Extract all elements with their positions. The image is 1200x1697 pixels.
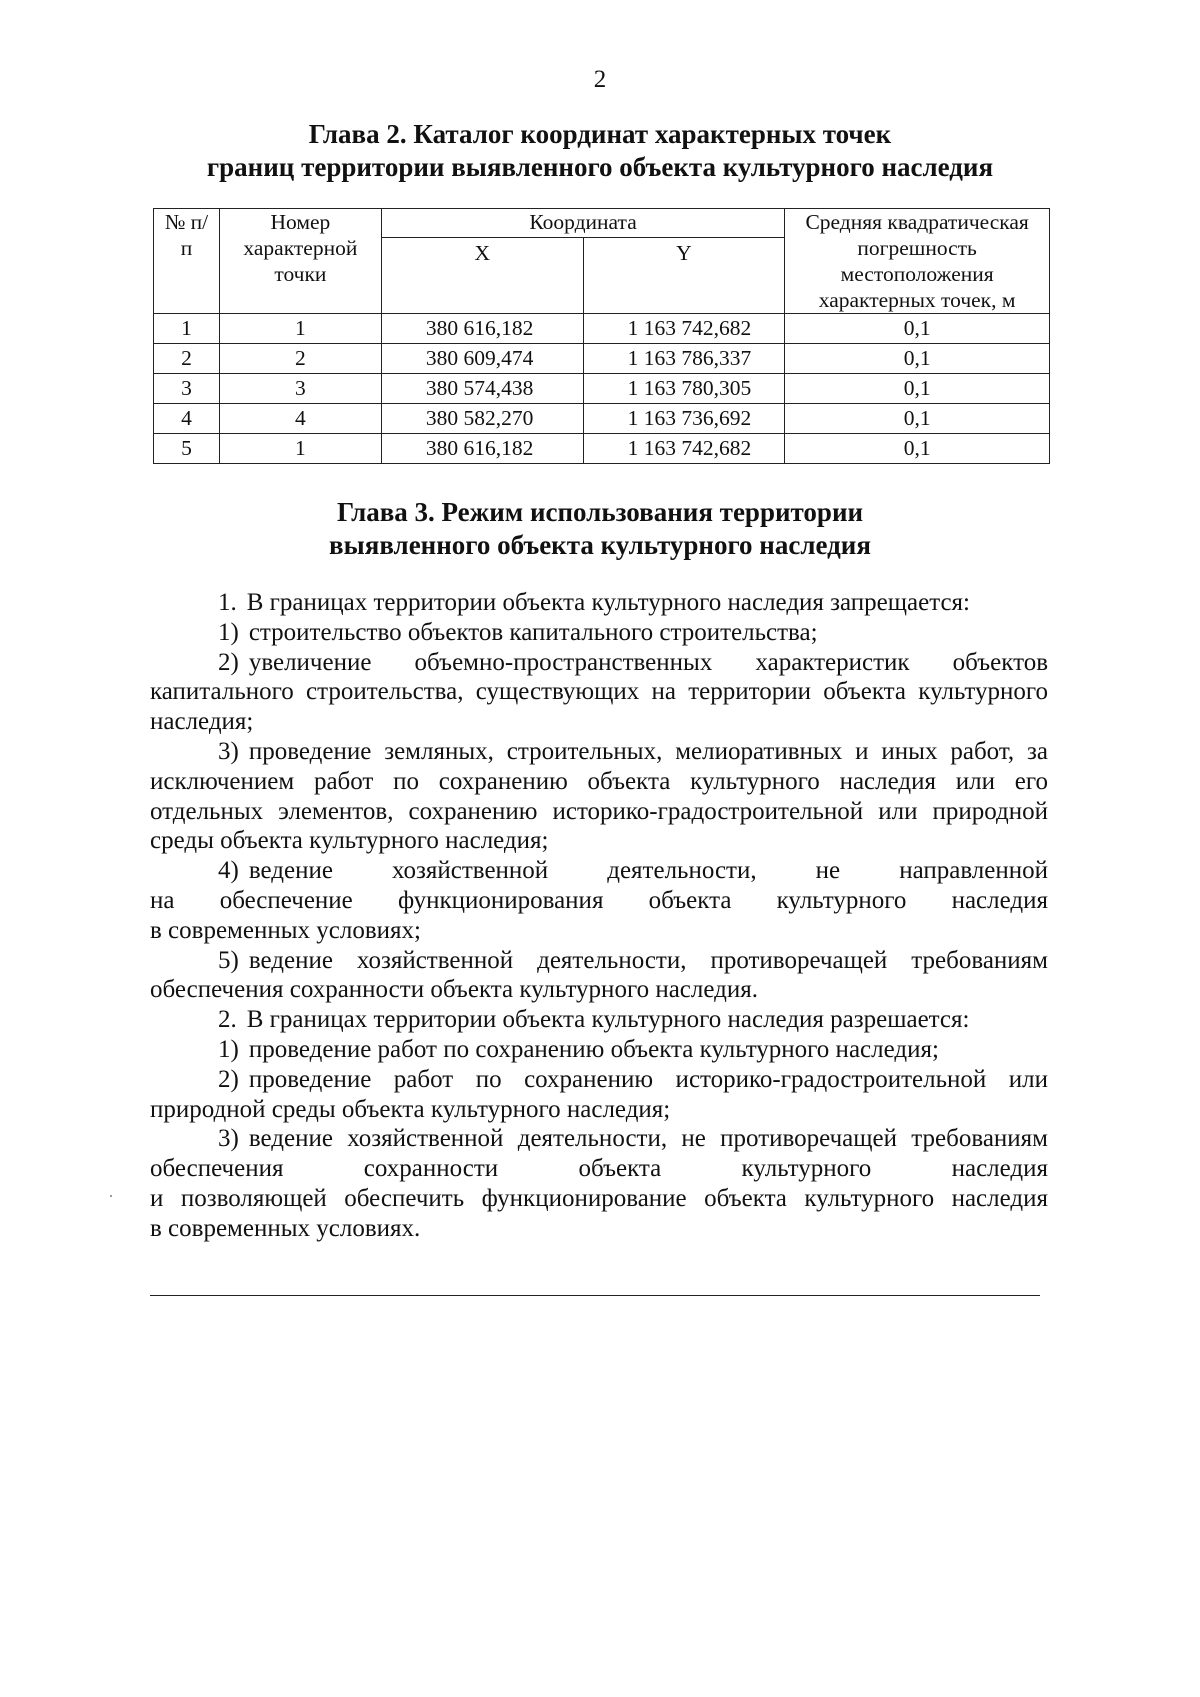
cell-error: 0,1: [785, 314, 1050, 344]
cell-x: 380 616,182: [381, 434, 583, 464]
list-marker: 5): [218, 946, 239, 974]
cell-x: 380 574,438: [381, 374, 583, 404]
cell-error: 0,1: [785, 434, 1050, 464]
cell-point-number: 1: [219, 314, 381, 344]
cell-error: 0,1: [785, 344, 1050, 374]
header-y: Y: [583, 238, 785, 314]
paragraph: [150, 1005, 1048, 1035]
cell-point-number: 4: [219, 404, 381, 434]
paragraph-continuation: обеспечения сохранности объекта культурного наследия: [150, 1155, 1048, 1183]
cell-point-number: 1: [219, 434, 381, 464]
list-marker: 1): [218, 618, 239, 646]
chapter-3-title-line-2: выявленного объекта культурного наследия: [329, 530, 871, 560]
paragraph: [150, 946, 1048, 1006]
cell-row-number: 3: [154, 374, 220, 404]
chapter-3-body: [150, 588, 1048, 1244]
table-row: [154, 404, 1050, 434]
list-marker: 1.: [218, 589, 237, 616]
chapter-2-title-line-1: Глава 2. Каталог координат характерных точек: [308, 119, 892, 149]
paragraph-continuation: и позволяющей обеспечить функционирование объекта культурного наследия: [150, 1184, 1048, 1212]
cell-row-number: 2: [154, 344, 220, 374]
coordinates-table: [153, 208, 1050, 464]
table-row: [154, 344, 1050, 374]
paragraph: [150, 648, 1048, 737]
cell-y: 1 163 736,692: [583, 404, 785, 434]
cell-row-number: 1: [154, 314, 220, 344]
cell-x: 380 609,474: [381, 344, 583, 374]
cell-x: 380 616,182: [381, 314, 583, 344]
header-coordinate: Координата: [381, 209, 784, 238]
header-row-number: № п/п: [154, 209, 220, 314]
chapter-2-title: [0, 118, 1200, 184]
header-x: X: [381, 238, 583, 314]
paragraph-continuation: на обеспечение функционирования объекта культурного наследия: [150, 886, 1048, 914]
paragraph-continuation: в современных условиях;: [150, 916, 421, 944]
cell-error: 0,1: [785, 404, 1050, 434]
list-marker: 2): [218, 648, 239, 676]
header-mean-square-error: Средняя квадратическая погрешность местоположения характерных точек, м: [785, 209, 1050, 314]
paragraph: [150, 737, 1048, 856]
cell-point-number: 2: [219, 344, 381, 374]
paragraph-text: проведение работ по сохранению историко-градостроительной или природной среды объекта культурного наследия;: [150, 1065, 1048, 1123]
cell-y: 1 163 742,682: [583, 314, 785, 344]
chapter-3-title: [0, 496, 1200, 562]
paragraph-text: проведение земляных, строительных, мелиоративных и иных работ, за исключением работ по сохранению объекта культурного наследия или его отдельных элементов, сохранению историко-градостроительной или природной среды объекта культурного наследия;: [150, 737, 1048, 855]
table-row: [154, 374, 1050, 404]
scan-speck: [110, 1195, 112, 1197]
chapter-3-title-line-1: Глава 3. Режим использования территории: [336, 497, 864, 527]
cell-y: 1 163 780,305: [583, 374, 785, 404]
cell-x: 380 582,270: [381, 404, 583, 434]
paragraph-text: проведение работ по сохранению объекта культурного наследия;: [248, 1035, 939, 1063]
list-marker: 3): [218, 737, 239, 765]
paragraph-text: увеличение объемно-пространственных характеристик объектов капитального строительства, существующих на территории объекта культурного наследия;: [150, 648, 1048, 736]
list-marker: 4): [218, 857, 239, 885]
paragraph-text: строительство объектов капитального строительства;: [248, 618, 818, 646]
list-marker: 2.: [218, 1006, 237, 1034]
table-row: [154, 434, 1050, 464]
cell-row-number: 5: [154, 434, 220, 464]
page-number: 2: [593, 66, 607, 93]
table-row: [154, 314, 1050, 344]
cell-row-number: 4: [154, 404, 220, 434]
paragraph-text: ведение хозяйственной деятельности, не противоречащей требованиям: [248, 1125, 1048, 1153]
paragraph-text: В границах территории объекта культурного наследия разрешается:: [246, 1006, 970, 1034]
paragraph-text: В границах территории объекта культурного наследия запрещается:: [246, 589, 970, 616]
end-of-document-rule: [150, 1295, 1040, 1296]
paragraph-text: ведение хозяйственной деятельности, противоречащей требованиям обеспечения сохранности объекта культурного наследия.: [150, 946, 1048, 1004]
paragraph: [150, 1035, 1048, 1065]
list-marker: 1): [218, 1035, 239, 1063]
paragraph: [150, 618, 1048, 648]
paragraph-continuation: в современных условиях.: [150, 1214, 421, 1242]
paragraph: [150, 856, 1048, 886]
paragraph: [150, 1124, 1048, 1154]
cell-y: 1 163 786,337: [583, 344, 785, 374]
cell-point-number: 3: [219, 374, 381, 404]
list-marker: 3): [218, 1125, 239, 1153]
chapter-2-title-line-2: границ территории выявленного объекта культурного наследия: [206, 152, 994, 182]
list-marker: 2): [218, 1065, 239, 1093]
paragraph: [150, 1065, 1048, 1125]
cell-error: 0,1: [785, 374, 1050, 404]
header-point-number: Номер характерной точки: [219, 209, 381, 314]
paragraph: [150, 588, 1048, 618]
cell-y: 1 163 742,682: [583, 434, 785, 464]
paragraph-text: ведение хозяйственной деятельности, не направленной: [248, 857, 1048, 885]
